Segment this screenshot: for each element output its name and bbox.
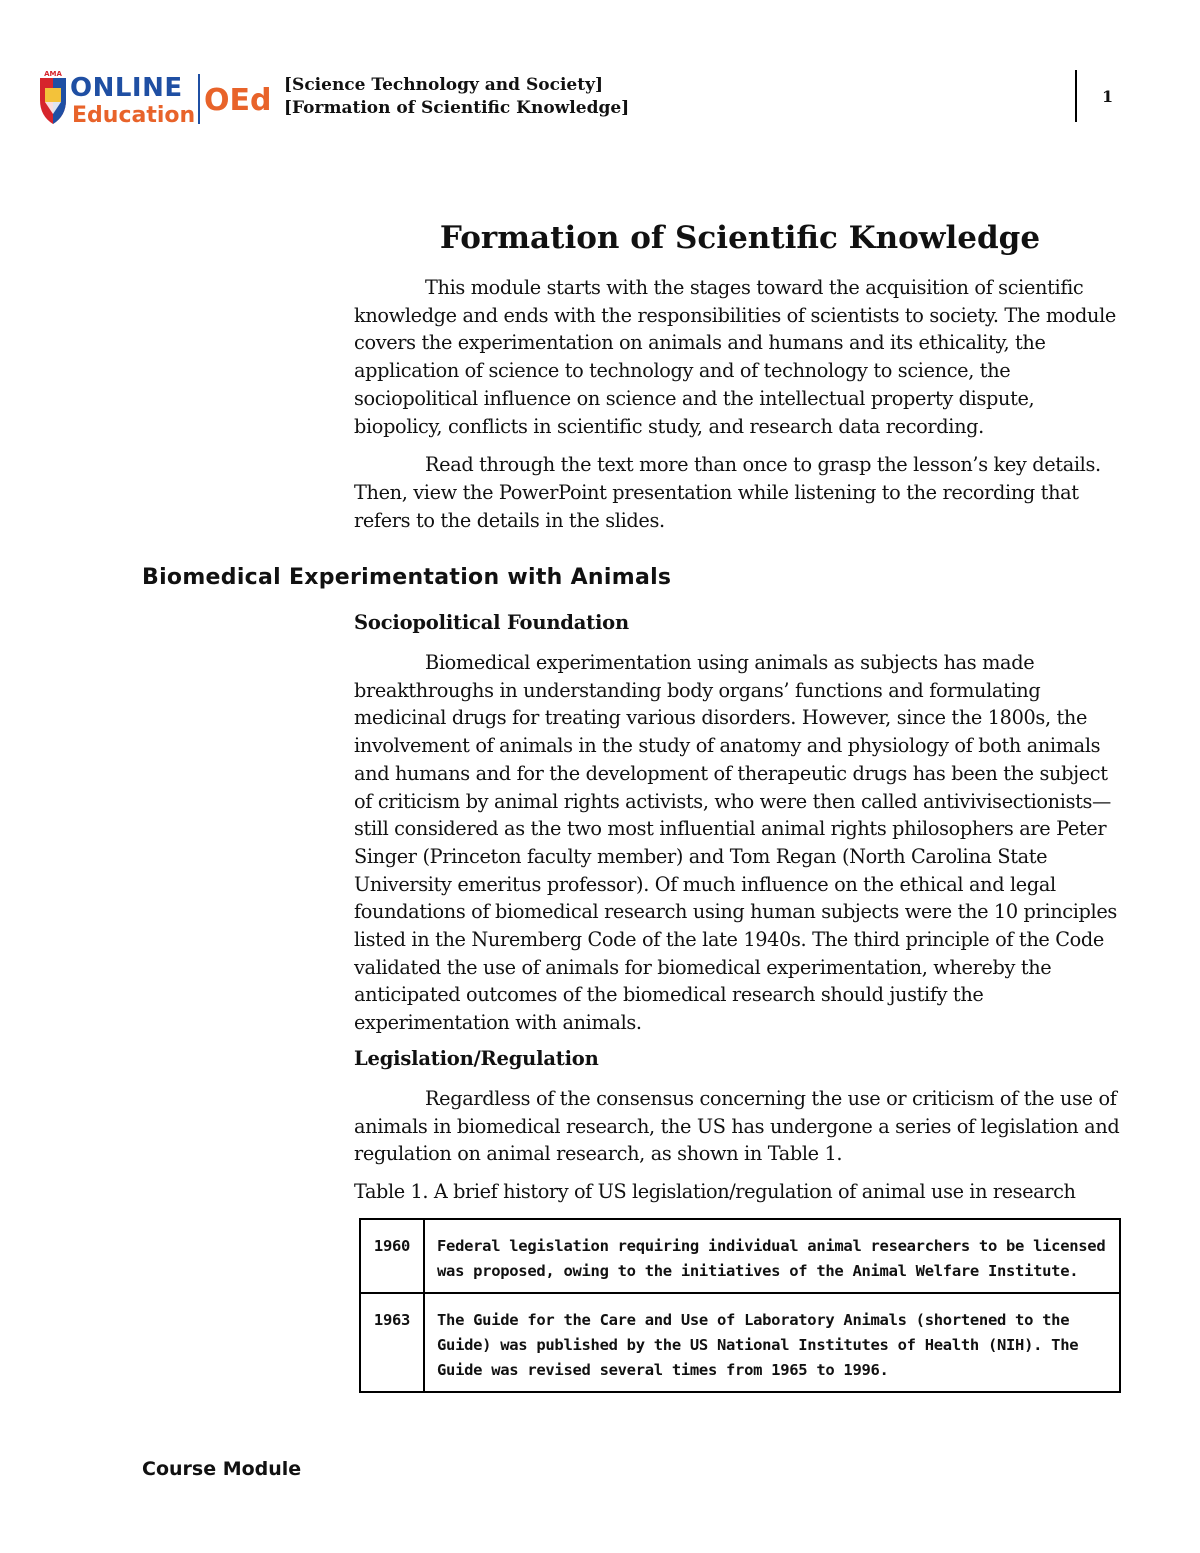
page-number: 1 — [1102, 87, 1114, 106]
header-divider — [1075, 70, 1077, 122]
table-cell-year: 1963 — [360, 1293, 424, 1392]
subsection-heading: Legislation/Regulation — [354, 1047, 599, 1070]
table-cell-text: The Guide for the Care and Use of Laboratory Animals (shortened to the Guide) was published by the US National Institutes of Health (NIH). The Guide was revised several times from 1965 to 1996. — [424, 1293, 1120, 1392]
running-header — [284, 74, 629, 120]
history-table — [359, 1218, 1121, 1393]
logo-oed-text: OEd — [204, 83, 271, 118]
logo-online-text: ONLINE — [70, 73, 183, 103]
footer-label: Course Module — [142, 1458, 302, 1480]
header-course: [Science Technology and Society] — [284, 75, 603, 95]
table-cell-text: Federal legislation requiring individual animal researchers to be licensed was proposed, owing to the initiatives of the Animal Welfare Institute. — [424, 1219, 1120, 1293]
page-title: Formation of Scientific Knowledge — [439, 220, 1041, 256]
table-cell-year: 1960 — [360, 1219, 424, 1293]
svg-text:AMA: AMA — [44, 70, 62, 78]
shield-icon — [40, 70, 66, 124]
intro-paragraph: Read through the text more than once to grasp the lesson’s key details. Then, view the PowerPoint presentation while listening to the recording that refers to the details in the slides. — [354, 453, 1101, 532]
intro-block — [354, 274, 1128, 534]
subsection-paragraph: Regardless of the consensus concerning the use or criticism of the use of animals in biomedical research, the US has undergone a series of legislation and regulation on animal research, as shown in Table 1. — [354, 1087, 1120, 1166]
table-caption: Table 1. A brief history of US legislation/regulation of animal use in research — [354, 1180, 1076, 1203]
subsection-heading: Sociopolitical Foundation — [354, 611, 629, 634]
section-heading: Biomedical Experimentation with Animals — [142, 565, 672, 590]
header-topic: [Formation of Scientific Knowledge] — [284, 98, 630, 118]
intro-paragraph: This module starts with the stages toward the acquisition of scientific knowledge and ends with the responsibilities of scientists to society. The module covers the experimentation on animals and humans and its ethicality, the application of science to technology and of technology to science, the sociopolitical influence on science and the intellectual property dispute, biopolicy, conflicts in scientific study, and research data recording. — [354, 276, 1116, 438]
subsection-legislation — [354, 1045, 1128, 1168]
table-row — [360, 1219, 1120, 1293]
subsection-paragraph: Biomedical experimentation using animals as subjects has made breakthroughs in understanding body organs’ functions and formulating medicinal drugs for treating various disorders. However, since the 1800s, the involvement of animals in the study of anatomy and physiology of both animals and humans and for the development of therapeutic drugs has been the subject of criticism by animal rights activists, who were then called antivivisectionists—still considered as the two most influential animal rights philosophers are Peter Singer (Princeton faculty member) and Tom Regan (North Carolina State University emeritus professor). Of much influence on the ethical and legal foundations of biomedical research using human subjects were the 10 principles listed in the Nuremberg Code of the late 1940s. The third principle of the Code validated the use of animals for biomedical experimentation, whereby the anticipated outcomes of the biomedical research should justify the experimentation with animals. — [354, 651, 1117, 1035]
online-education-logo — [36, 70, 271, 128]
table-row — [360, 1293, 1120, 1392]
logo-education-text: Education — [72, 103, 196, 128]
subsection-sociopolitical — [354, 609, 1128, 1037]
